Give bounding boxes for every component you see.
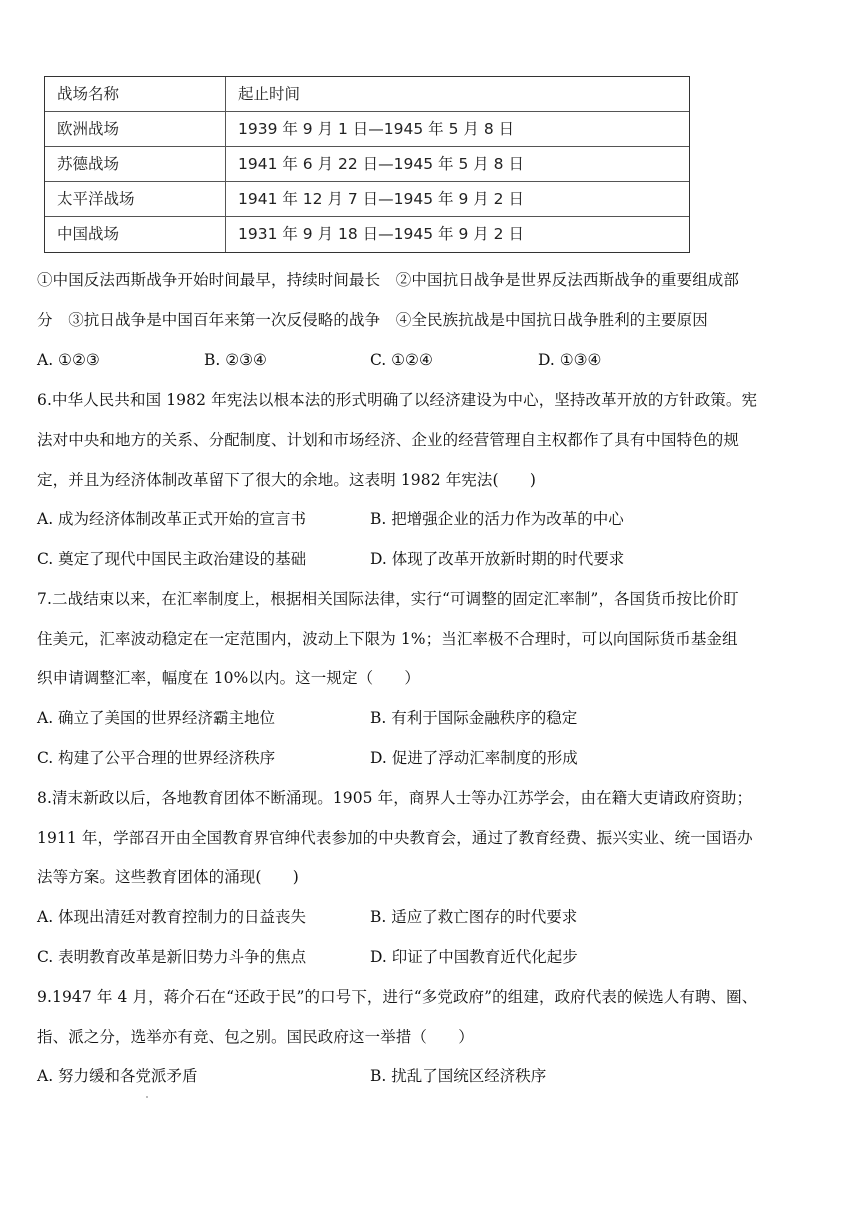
q5-option-c: C. ①②④ <box>370 351 433 369</box>
table-cell-name: 欧洲战场 <box>45 112 226 146</box>
table-header-cell: 战场名称 <box>45 77 226 111</box>
q8-option-c: C. 表明教育改革是新旧势力斗争的焦点 <box>37 948 307 966</box>
battlefield-table <box>44 76 690 253</box>
q7-option-a: A. 确立了美国的世界经济霸主地位 <box>37 709 276 727</box>
q5-option-a: A. ①②③ <box>37 351 100 369</box>
q8-stem: 8.清末新政以后，各地教育团体不断涌现。1905 年，商界人士等办江苏学会，由在籍大吏请政府资助； <box>37 789 753 807</box>
table-cell-name: 中国战场 <box>45 217 226 252</box>
q5-option-b: B. ②③④ <box>204 351 267 369</box>
q7-option-d: D. 促进了浮动汇率制度的形成 <box>370 749 578 767</box>
table-header-cell: 起止时间 <box>238 85 301 103</box>
q5-statement: 分 ③抗日战争是中国百年来第一次反侵略的战争 ④全民族抗战是中国抗日战争胜利的主要原因 <box>37 311 708 329</box>
q5-option-d: D. ①③④ <box>538 351 602 369</box>
q7-option-b: B. 有利于国际金融秩序的稳定 <box>370 709 578 727</box>
q9-stem: 9.1947 年 4 月，蒋介石在“还政于民”的口号下，进行“多党政府”的组建，政府代表的候选人有聘、圈、 <box>37 988 758 1006</box>
q6-stem: 法对中央和地方的关系、分配制度、计划和市场经济、企业的经营管理自主权都作了具有中国特色的规 <box>37 431 740 449</box>
scan-speck <box>146 1096 148 1098</box>
table-cell-name: 太平洋战场 <box>45 182 226 216</box>
q7-stem: 7.二战结束以来，在汇率制度上，根据相关国际法律，实行“可调整的固定汇率制”，各国货币按比价盯 <box>37 590 739 608</box>
q7-stem: 住美元，汇率波动稳定在一定范围内，波动上下限为 1%；当汇率极不合理时，可以向国际货币基金组 <box>37 630 738 648</box>
table-row <box>45 147 689 182</box>
q8-stem: 法等方案。这些教育团体的涌现( ) <box>37 868 299 886</box>
table-cell-time: 1939 年 9 月 1 日—1945 年 5 月 8 日 <box>238 120 515 138</box>
table-cell-time: 1941 年 6 月 22 日—1945 年 5 月 8 日 <box>238 155 524 173</box>
q6-stem: 6.中华人民共和国 1982 年宪法以根本法的形式明确了以经济建设为中心，坚持改革开放的方针政策。宪 <box>37 391 758 409</box>
q9-option-b: B. 扰乱了国统区经济秩序 <box>370 1067 547 1085</box>
table-cell-name: 苏德战场 <box>45 147 226 181</box>
table-row <box>45 182 689 217</box>
q6-option-d: D. 体现了改革开放新时期的时代要求 <box>370 550 625 568</box>
q9-stem: 指、派之分，选举亦有竞、包之别。国民政府这一举措（ ） <box>37 1028 474 1046</box>
q8-option-b: B. 适应了救亡图存的时代要求 <box>370 908 578 926</box>
table-row <box>45 112 689 147</box>
q6-option-c: C. 奠定了现代中国民主政治建设的基础 <box>37 550 307 568</box>
table-cell-time: 1941 年 12 月 7 日—1945 年 9 月 2 日 <box>238 190 524 208</box>
table-row <box>45 217 689 252</box>
q5-statement: ①中国反法西斯战争开始时间最早，持续时间最长 ②中国抗日战争是世界反法西斯战争的重要组成部 <box>37 271 740 289</box>
q9-option-a: A. 努力缓和各党派矛盾 <box>37 1067 198 1085</box>
q8-option-a: A. 体现出清廷对教育控制力的日益丧失 <box>37 908 307 926</box>
q7-option-c: C. 构建了公平合理的世界经济秩序 <box>37 749 276 767</box>
q7-stem: 织申请调整汇率，幅度在 10%以内。这一规定（ ） <box>37 669 420 687</box>
q6-option-a: A. 成为经济体制改革正式开始的宣言书 <box>37 510 307 528</box>
table-cell-time: 1931 年 9 月 18 日—1945 年 9 月 2 日 <box>238 225 524 243</box>
q8-option-d: D. 印证了中国教育近代化起步 <box>370 948 578 966</box>
q8-stem: 1911 年，学部召开由全国教育界官绅代表参加的中央教育会，通过了教育经费、振兴实业、统一国语办 <box>37 829 753 847</box>
q6-option-b: B. 把增强企业的活力作为改革的中心 <box>370 510 624 528</box>
q6-stem: 定，并且为经济体制改革留下了很大的余地。这表明 1982 年宪法( ) <box>37 471 536 489</box>
table-header-row <box>45 77 689 112</box>
